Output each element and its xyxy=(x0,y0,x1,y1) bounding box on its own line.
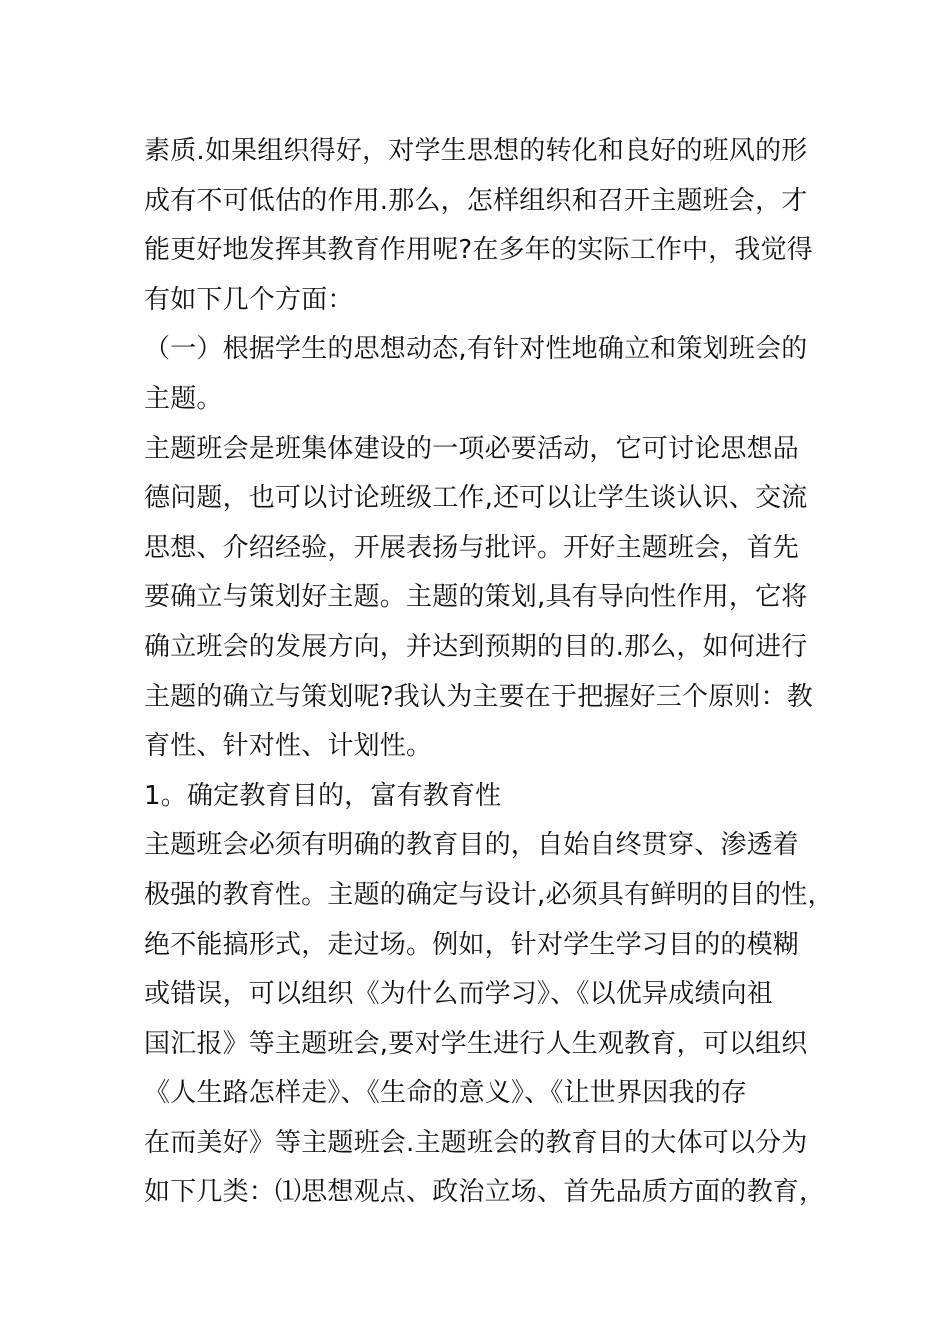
text-line: 育性、针对性、计划性。 xyxy=(144,731,433,762)
text-line: 确立班会的发展方向，并达到预期的目的.那么，如何进行 xyxy=(144,631,808,662)
section-heading: （一）根据学生的思想动态,有针对性地确立和策划班会的 xyxy=(144,334,808,365)
text-line: 国汇报》等主题班会,要对学生进行人生观教育，可以组织 xyxy=(144,1028,808,1059)
text-line: 德问题，也可以讨论班级工作,还可以让学生谈认识、交流 xyxy=(144,483,808,514)
text-line: 绝不能搞形式，走过场。例如，针对学生学习目的的模糊 xyxy=(144,929,800,960)
text-line: 《人生路怎样走》、《生命的意义》、《让世界因我的存 xyxy=(144,1078,748,1109)
text-line: 在而美好》等主题班会.主题班会的教育目的大体可以分为 xyxy=(144,1127,808,1158)
text-line: 能更好地发挥其教育作用呢?在多年的实际工作中，我觉得 xyxy=(144,235,814,266)
body-text xyxy=(144,127,834,1218)
text-line: 要确立与策划好主题。主题的策划,具有导向性作用，它将 xyxy=(144,582,808,613)
text-line: 成有不可低估的作用.那么，怎样组织和召开主题班会，才 xyxy=(144,185,808,216)
text-line: 有如下几个方面： xyxy=(144,284,354,315)
text-line: 极强的教育性。主题的确定与设计,必须具有鲜明的目的性， xyxy=(144,879,834,910)
text-line: 素质.如果组织得好，对学生思想的转化和良好的班风的形 xyxy=(144,136,808,166)
text-line: 主题班会必须有明确的教育目的，自始自终贯穿、渗透着 xyxy=(144,830,800,861)
text-line: 如下几类：⑴思想观点、政治立场、首先品质方面的教育， xyxy=(144,1177,826,1208)
subsection-heading: 1。确定教育目的，富有教育性 xyxy=(144,780,502,811)
text-line: 主题的确立与策划呢?我认为主要在于把握好三个原则：教 xyxy=(144,681,814,712)
text-line: 主题班会是班集体建设的一项必要活动，它可讨论思想品 xyxy=(144,433,800,464)
section-heading: 主题。 xyxy=(144,383,223,414)
text-line: 或错误，可以组织《为什么而学习》、《以优异成绩向祖 xyxy=(144,979,774,1010)
text-line: 思想、介绍经验，开展表扬与批评。开好主题班会，首先 xyxy=(144,532,800,563)
